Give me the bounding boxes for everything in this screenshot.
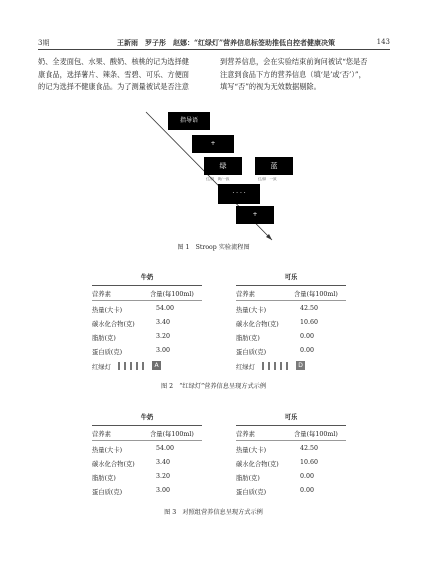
label-cola-traffic	[236, 272, 346, 372]
nutrient-value: 54.00	[156, 305, 175, 312]
nutrient-name: 碳水化合物(克)	[92, 461, 135, 468]
nutrient-name: 脂肪(克)	[92, 335, 116, 342]
product-title: 可乐	[284, 274, 298, 281]
nutrient-value: 3.40	[156, 459, 171, 466]
nutrient-value: 42.50	[300, 445, 319, 452]
nutrient-value: 54.00	[156, 445, 175, 452]
table-rule	[92, 300, 202, 301]
nutrient-name: 蛋白质(克)	[236, 489, 267, 496]
nutrient-name: 脂肪(克)	[236, 335, 260, 342]
body-line: 到营养信息，会在实验结束前询问被试“您是否	[220, 57, 368, 66]
body-left-column	[38, 56, 210, 94]
label-milk-traffic	[92, 272, 202, 372]
body-line: 填写“否”的视为无效数据剔除。	[220, 82, 321, 91]
nutrient-value: 42.50	[300, 305, 319, 312]
running-title: 王新雨 罗子彤 赵娜：“红绿灯”营养信息标签助推低自控者健康决策	[116, 38, 336, 47]
traffic-light-grade: D	[296, 361, 305, 370]
fixation-screen: +	[192, 135, 234, 153]
nutrient-value: 3.40	[156, 319, 171, 326]
column-header: 营养素	[236, 431, 255, 438]
instruction-screen: 指导语	[168, 112, 210, 130]
column-header: 营养素	[92, 291, 111, 298]
table-rule	[92, 440, 202, 441]
nutrient-value: 3.00	[156, 347, 171, 354]
column-header: 含量(每100ml)	[294, 431, 338, 438]
blank-screen: · · · ·	[218, 184, 260, 204]
body-line: 的记为选择不健康食品。为了测量被试是否注意	[38, 82, 189, 91]
stroop-word-right: 蓝	[255, 157, 293, 175]
table-rule	[92, 285, 202, 286]
nutrient-name: 碳水化合物(克)	[92, 321, 135, 328]
table-rule	[236, 440, 346, 441]
nutrient-value: 3.00	[156, 487, 171, 494]
issue-label: 3期	[38, 39, 50, 47]
nutrient-name: 脂肪(克)	[236, 475, 260, 482]
figure2-caption: 图 2 “红绿灯”营养信息呈现方式示例	[160, 383, 267, 390]
product-title: 牛奶	[140, 414, 154, 421]
table-rule	[236, 285, 346, 286]
column-header: 营养素	[92, 431, 111, 438]
response-hint-right: 红/绿 一致	[258, 177, 277, 181]
nutrient-name: 碳水化合物(克)	[236, 461, 279, 468]
response-hint-left: 红/绿 黄/一致	[206, 177, 230, 181]
nutrient-name: 碳水化合物(克)	[236, 321, 279, 328]
nutrient-name: 蛋白质(克)	[92, 489, 123, 496]
label-cola-control	[236, 412, 346, 502]
nutrient-value: 3.20	[156, 473, 171, 480]
figure3-caption: 图 3 对照组营养信息呈现方式示例	[164, 509, 263, 516]
end-fixation-screen: +	[236, 206, 274, 224]
nutrient-value: 0.00	[300, 473, 315, 480]
column-header: 营养素	[236, 291, 255, 298]
nutrient-name: 热量(大卡)	[236, 307, 267, 314]
body-line: 注意到食品下方的营养信息（填‘是’或‘否’）”，	[220, 69, 366, 79]
label-milk-control	[92, 412, 202, 502]
body-right-column	[220, 56, 392, 94]
traffic-light-label: 红绿灯	[236, 364, 255, 371]
nutrient-value: 3.20	[156, 333, 171, 340]
nutrient-value: 10.60	[300, 459, 319, 466]
body-line: 奶、全麦面包、水果、酸奶、核桃的记为选择健	[38, 57, 189, 66]
product-title: 可乐	[284, 414, 298, 421]
column-header: 含量(每100ml)	[150, 291, 194, 298]
product-title: 牛奶	[140, 274, 154, 281]
nutrient-name: 热量(大卡)	[92, 307, 123, 314]
nutrient-name: 脂肪(克)	[92, 475, 116, 482]
body-line: 康食品，选择薯片、辣条、雪碧、可乐、方便面	[38, 69, 189, 79]
nutrient-value: 0.00	[300, 487, 315, 494]
page-number: 143	[376, 38, 390, 46]
nutrient-name: 蛋白质(克)	[236, 349, 267, 356]
nutrient-value: 0.00	[300, 347, 315, 354]
table-rule	[92, 425, 202, 426]
nutrient-name: 热量(大卡)	[92, 447, 123, 454]
column-header: 含量(每100ml)	[294, 291, 338, 298]
traffic-light-label: 红绿灯	[92, 364, 111, 371]
nutrient-name: 热量(大卡)	[236, 447, 267, 454]
stroop-word-left: 绿	[204, 157, 242, 175]
traffic-light-grade: A	[152, 361, 161, 370]
nutrient-name: 蛋白质(克)	[92, 349, 123, 356]
header-rule	[38, 49, 390, 50]
nutrient-value: 0.00	[300, 333, 315, 340]
figure1-caption: 图 1 Stroop 实验流程图	[177, 244, 250, 251]
column-header: 含量(每100ml)	[150, 431, 194, 438]
table-rule	[236, 425, 346, 426]
table-rule	[236, 300, 346, 301]
nutrient-value: 10.60	[300, 319, 319, 326]
